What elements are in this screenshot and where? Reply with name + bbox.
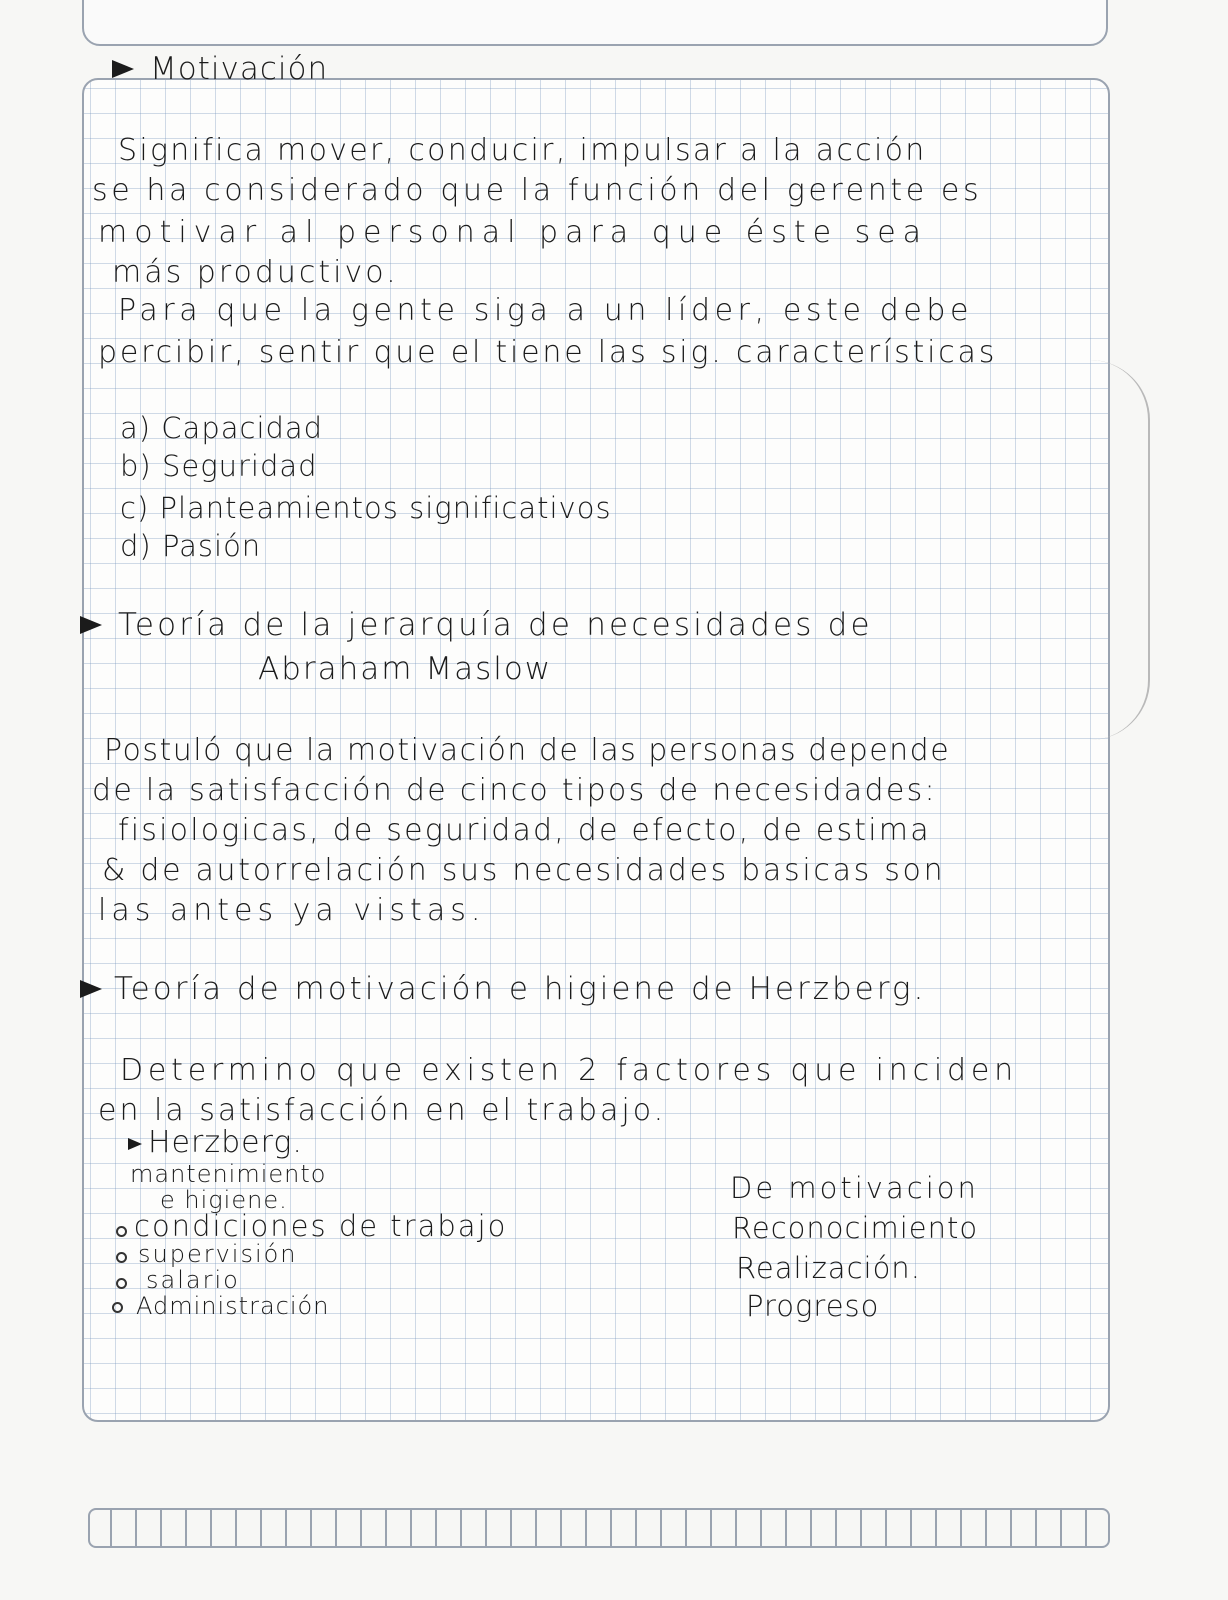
paragraph-line: Postuló que la motivación de las personas depende <box>104 733 951 768</box>
list-item-progreso: Progreso <box>746 1289 880 1323</box>
right-column-heading: De motivacion <box>730 1171 979 1205</box>
section-title-maslow: Teoría de la jerarquía de necesidades de <box>118 607 873 643</box>
list-item-planteamientos: c) Planteamientos significativos <box>120 491 612 525</box>
list-item-capacidad: a) Capacidad <box>120 411 324 445</box>
bullet-arrow-icon <box>128 1138 142 1150</box>
bullet-dot-icon <box>116 1226 127 1237</box>
left-column-heading: mantenimiento <box>130 1160 327 1188</box>
show-through-text <box>94 100 103 133</box>
paragraph-line: percibir, sentir que el tiene las sig. características <box>98 335 998 370</box>
section-title-motivacion: Motivación <box>150 51 329 87</box>
list-item-realizacion: Realización. <box>736 1251 921 1285</box>
section-title-herzberg: Teoría de motivación e higiene de Herzberg. <box>114 971 927 1007</box>
bullet-dot-icon <box>116 1252 127 1263</box>
list-item-supervision: supervisión <box>138 1240 298 1268</box>
bullet-arrow-icon <box>112 60 134 78</box>
section-title-maslow-line2: Abraham Maslow <box>258 651 553 687</box>
paragraph-line: más productivo. <box>112 255 399 290</box>
margin-pencil-curve <box>1078 360 1150 740</box>
paragraph-line: Significa mover, conducir, impulsar a la acción <box>118 133 927 168</box>
list-item-pasion: d) Pasión <box>120 529 262 563</box>
subheading-herzberg: Herzberg. <box>148 1125 303 1160</box>
list-item-administracion: Administración <box>136 1292 330 1320</box>
bottom-ruler-strip <box>88 1508 1110 1548</box>
paragraph-line: se ha considerado que la función del gerente es <box>92 173 983 208</box>
bullet-dot-icon <box>112 1302 123 1313</box>
paragraph-line: de la satisfacción de cinco tipos de necesidades: <box>92 773 937 808</box>
list-item-salario: salario <box>146 1266 240 1294</box>
paragraph-line: Determino que existen 2 factores que inciden <box>120 1053 1018 1088</box>
paragraph-line: fisiologicas, de seguridad, de efecto, de estima <box>118 813 931 848</box>
bullet-arrow-icon <box>80 616 102 634</box>
paragraph-line: las antes ya vistas. <box>98 893 486 928</box>
left-column-heading-line2: e higiene. <box>160 1186 288 1214</box>
previous-page-edge <box>82 0 1108 46</box>
list-item-condiciones: condiciones de trabajo <box>134 1209 508 1243</box>
paragraph-line: motivar al personal para que éste sea <box>98 215 929 250</box>
bullet-arrow-icon <box>80 980 102 998</box>
list-item-reconocimiento: Reconocimiento <box>732 1211 979 1245</box>
paragraph-line: Para que la gente siga a un líder, este debe <box>118 293 974 328</box>
paragraph-line: & de autorrelación sus necesidades basicas son <box>102 853 946 888</box>
paragraph-line: en la satisfacción en el trabajo. <box>98 1093 667 1128</box>
list-item-seguridad: b) Seguridad <box>120 449 318 483</box>
bullet-dot-icon <box>116 1278 127 1289</box>
